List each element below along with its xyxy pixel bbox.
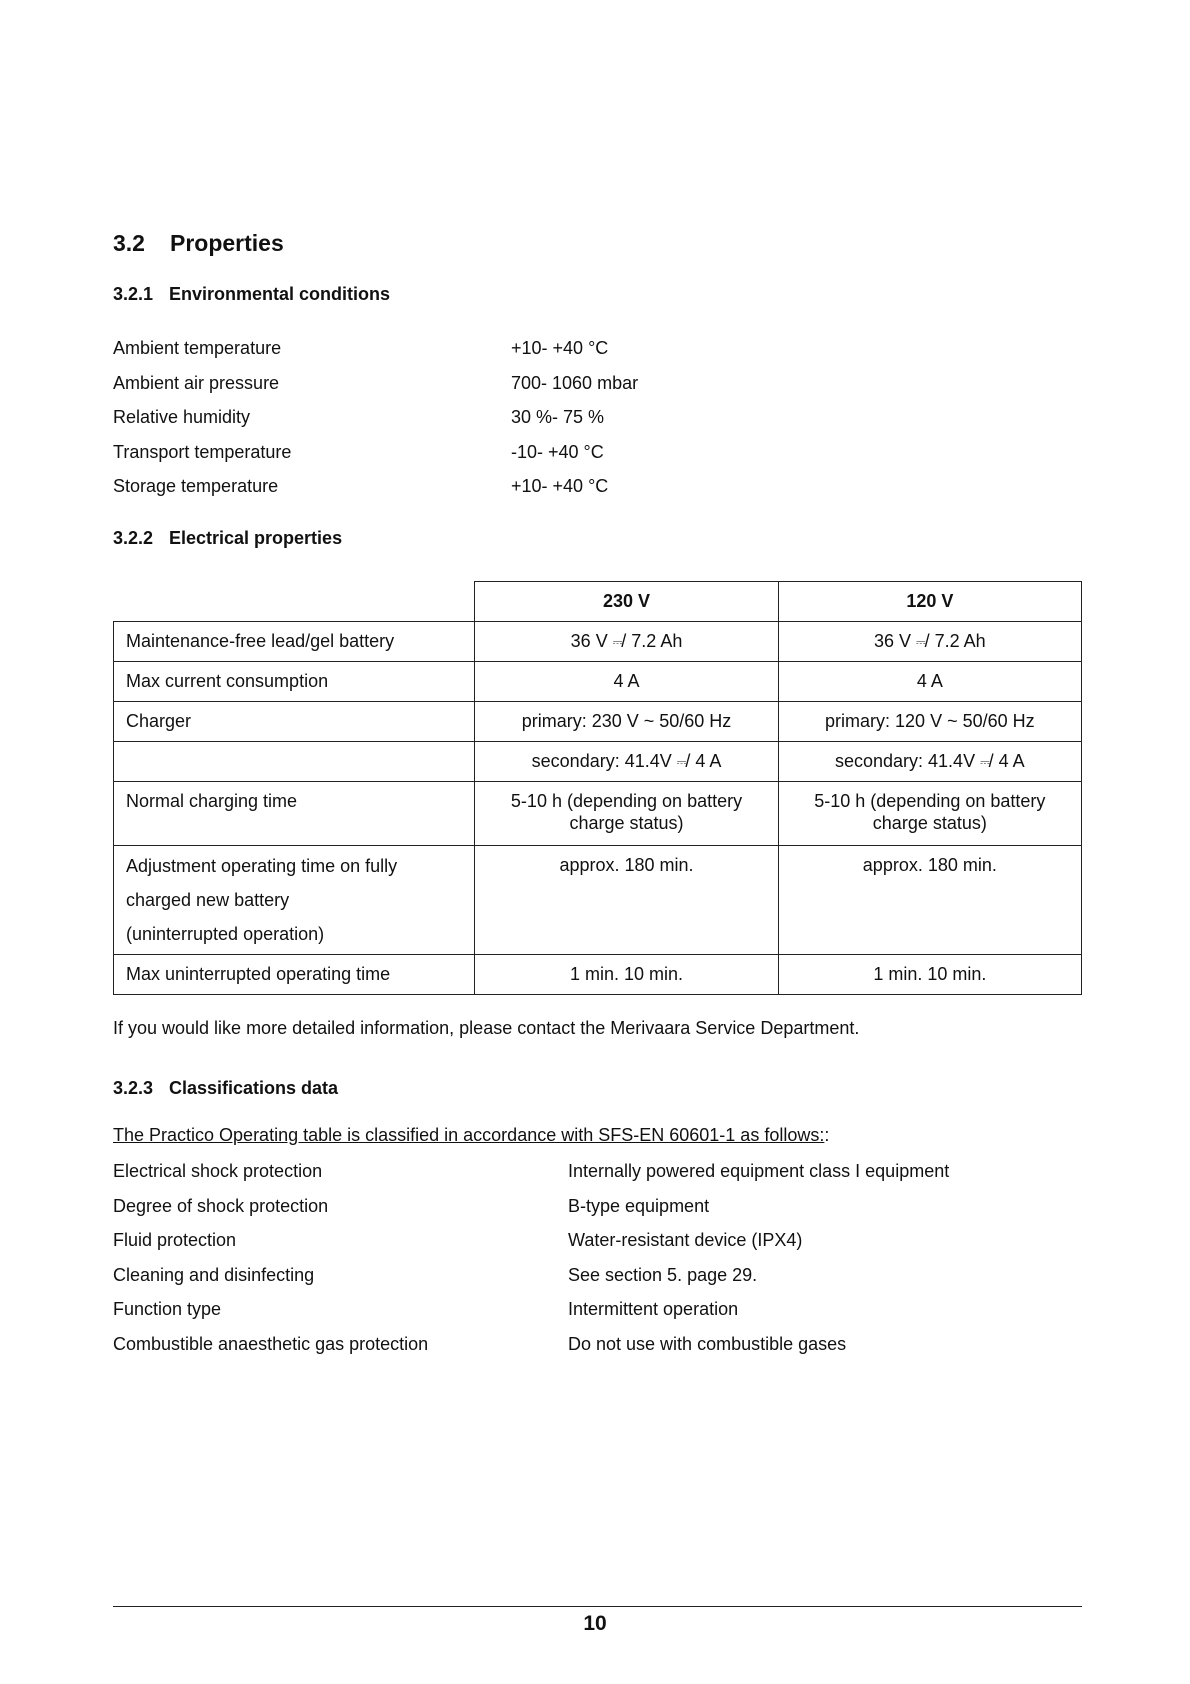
secondary-230v-voltage: secondary: 41.4V <box>531 751 677 771</box>
classification-label: Cleaning and disinfecting <box>113 1264 315 1285</box>
table-row <box>114 662 1082 702</box>
table-row <box>114 782 1082 846</box>
adjustment-label-line1: Adjustment operating time on fully <box>126 856 398 876</box>
page-number: 10 <box>583 1612 607 1635</box>
table-row <box>114 622 1082 662</box>
env-value: 30 %- 75 % <box>511 407 605 427</box>
adjustment-label-line3: (uninterrupted operation) <box>126 924 325 944</box>
charging-120v-line2: charge status) <box>872 813 987 833</box>
table-row <box>114 702 1082 742</box>
classification-value: Internally powered equipment class I equipment <box>568 1161 950 1181</box>
charging-120v-line1: 5-10 h (depending on battery <box>814 791 1046 811</box>
secondary-230v-current: / 4 A <box>685 751 722 771</box>
dc-symbol-icon: ⎓ <box>980 754 989 769</box>
section-number: 3.2 <box>113 230 145 256</box>
table-header-row <box>114 582 1082 622</box>
header-empty-cell <box>114 582 475 622</box>
table-row <box>114 846 1082 955</box>
env-label: Transport temperature <box>113 441 292 462</box>
service-note: If you would like more detailed information, please contact the Merivaara Service Department. <box>113 1018 860 1038</box>
uninterrupted-label: Max uninterrupted operating time <box>114 955 475 995</box>
classification-value: Water-resistant device (IPX4) <box>568 1230 803 1250</box>
electrical-number: 3.2.2 <box>113 528 154 548</box>
current-120v: 4 A <box>778 662 1081 702</box>
dc-symbol-icon: ⎓ <box>916 634 925 649</box>
header-230v: 230 V <box>475 582 778 622</box>
battery-230v-voltage: 36 V <box>570 631 613 651</box>
adjustment-230v: approx. 180 min. <box>475 846 778 955</box>
charging-230v-line2: charge status) <box>569 813 684 833</box>
environmental-title: Environmental conditions <box>169 284 391 304</box>
classification-intro-text: The Practico Operating table is classified in accordance with SFS-EN 60601-1 as follows: <box>113 1125 825 1145</box>
charger-120v: primary: 120 V ~ 50/60 Hz <box>778 702 1081 742</box>
battery-230v <box>475 622 778 662</box>
classification-label: Electrical shock protection <box>113 1161 323 1181</box>
battery-120v-capacity: / 7.2 Ah <box>924 631 986 651</box>
table-row <box>114 955 1082 995</box>
classification-intro-tail: : <box>824 1125 830 1145</box>
classification-label: Fluid protection <box>113 1230 237 1250</box>
classification-label: Degree of shock protection <box>113 1195 329 1216</box>
env-value: +10- +40 °C <box>511 476 609 496</box>
env-value: +10- +40 °C <box>511 338 609 358</box>
env-label: Relative humidity <box>113 407 251 427</box>
charging-120v <box>778 782 1081 846</box>
footer-divider <box>113 1606 1082 1607</box>
classification-number: 3.2.3 <box>113 1078 154 1098</box>
classification-value: See section 5. page 29. <box>568 1264 758 1285</box>
charger-230v: primary: 230 V ~ 50/60 Hz <box>475 702 778 742</box>
electrical-table <box>113 581 1082 995</box>
secondary-label <box>114 742 475 782</box>
env-label: Storage temperature <box>113 476 279 496</box>
classification-intro <box>113 1125 829 1146</box>
adjustment-label <box>114 846 475 955</box>
secondary-120v <box>778 742 1081 782</box>
secondary-230v <box>475 742 778 782</box>
secondary-120v-current: / 4 A <box>988 751 1025 771</box>
electrical-title: Electrical properties <box>169 528 343 548</box>
battery-120v-voltage: 36 V <box>874 631 917 651</box>
env-label: Ambient temperature <box>113 338 282 358</box>
uninterrupted-230v: 1 min. 10 min. <box>475 955 778 995</box>
adjustment-120v: approx. 180 min. <box>778 846 1081 955</box>
env-value: 700- 1060 mbar <box>511 372 639 393</box>
adjustment-label-line2: charged new battery <box>126 890 290 910</box>
section-heading <box>113 230 284 257</box>
environmental-heading <box>113 284 390 305</box>
classification-value: Intermittent operation <box>568 1299 739 1319</box>
charging-label: Normal charging time <box>114 782 475 846</box>
dc-symbol-icon: ⎓ <box>612 634 622 649</box>
uninterrupted-120v: 1 min. 10 min. <box>778 955 1081 995</box>
current-230v: 4 A <box>475 662 778 702</box>
env-label: Ambient air pressure <box>113 372 280 393</box>
charging-230v <box>475 782 778 846</box>
classification-title: Classifications data <box>169 1078 339 1098</box>
table-row <box>114 742 1082 782</box>
classification-heading <box>113 1078 338 1099</box>
environmental-number: 3.2.1 <box>113 284 154 304</box>
battery-120v <box>778 622 1081 662</box>
classification-value: B-type equipment <box>568 1195 710 1216</box>
battery-label: Maintenance-free lead/gel battery <box>114 622 475 662</box>
battery-230v-capacity: / 7.2 Ah <box>621 631 683 651</box>
section-title: Properties <box>170 230 284 256</box>
charger-label: Charger <box>114 702 475 742</box>
charging-230v-line1: 5-10 h (depending on battery <box>510 791 743 811</box>
dc-symbol-icon: ⎓ <box>676 754 686 769</box>
current-label: Max current consumption <box>114 662 475 702</box>
electrical-heading <box>113 528 342 549</box>
env-value: -10- +40 °C <box>511 441 604 462</box>
classification-label: Function type <box>113 1299 222 1319</box>
classification-value: Do not use with combustible gases <box>568 1333 847 1354</box>
secondary-120v-voltage: secondary: 41.4V <box>834 751 981 771</box>
header-120v: 120 V <box>778 582 1081 622</box>
classification-label: Combustible anaesthetic gas protection <box>113 1333 429 1354</box>
